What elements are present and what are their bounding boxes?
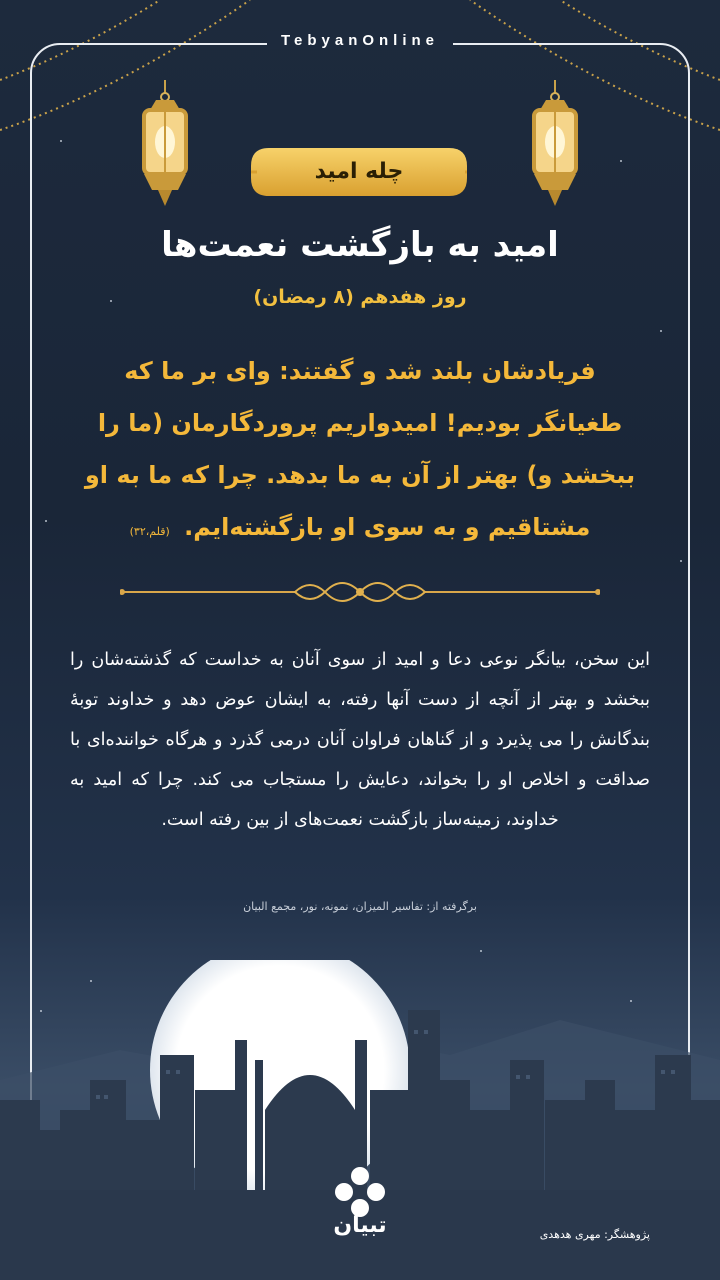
body-paragraph: این سخن، بیانگر نوعی دعا و امید از سوی آنان به خداست که گذشته‌شان را ببخشد و بهتر از آنچه از دست آنها رفته، به ایشان عوض دهد و خداوند توبهٔ بندگانش را می پذیرد و از گناهان فراوان آنان درمی گذرد و هرگاه خواننده‌ای با صداقت و اخلاص او را بخواند، دعایش را مستجاب می کند. چرا که امید به خداوند، زمینه‌ساز بازگشت نعمت‌های از بین رفته است.: [70, 650, 650, 830]
brand-header: [0, 30, 720, 49]
lantern-icon: [520, 80, 590, 210]
badge-label: چله امید: [314, 159, 404, 184]
ornament-divider-icon: [120, 574, 600, 610]
quote-block: [80, 345, 640, 558]
lantern-icon: [130, 80, 200, 210]
page-subtitle: روز هفدهم (۸ رمضان): [253, 286, 467, 308]
brand-label: TebyanOnline: [267, 32, 453, 49]
researcher-credit: پژوهشگر: مهری هدهدی: [539, 1228, 650, 1241]
quote-text: فریادشان بلند شد و گفتند: وای بر ما که طغیانگر بودیم! امیدواریم پروردگارمان (ما را ببخشد و) بهتر از آن به ما بدهد. چرا که ما به او مشتاقیم و به سوی او بازگشته‌ایم.: [84, 357, 636, 541]
quote-reference: (قلم،۳۲): [129, 525, 170, 538]
logo-label: تبیان: [333, 1213, 387, 1238]
page-title: امید به بازگشت نعمت‌ها: [161, 225, 559, 265]
source-note: برگرفته از: تفاسیر المیزان، نمونه، نور، مجمع البیان: [243, 900, 477, 913]
